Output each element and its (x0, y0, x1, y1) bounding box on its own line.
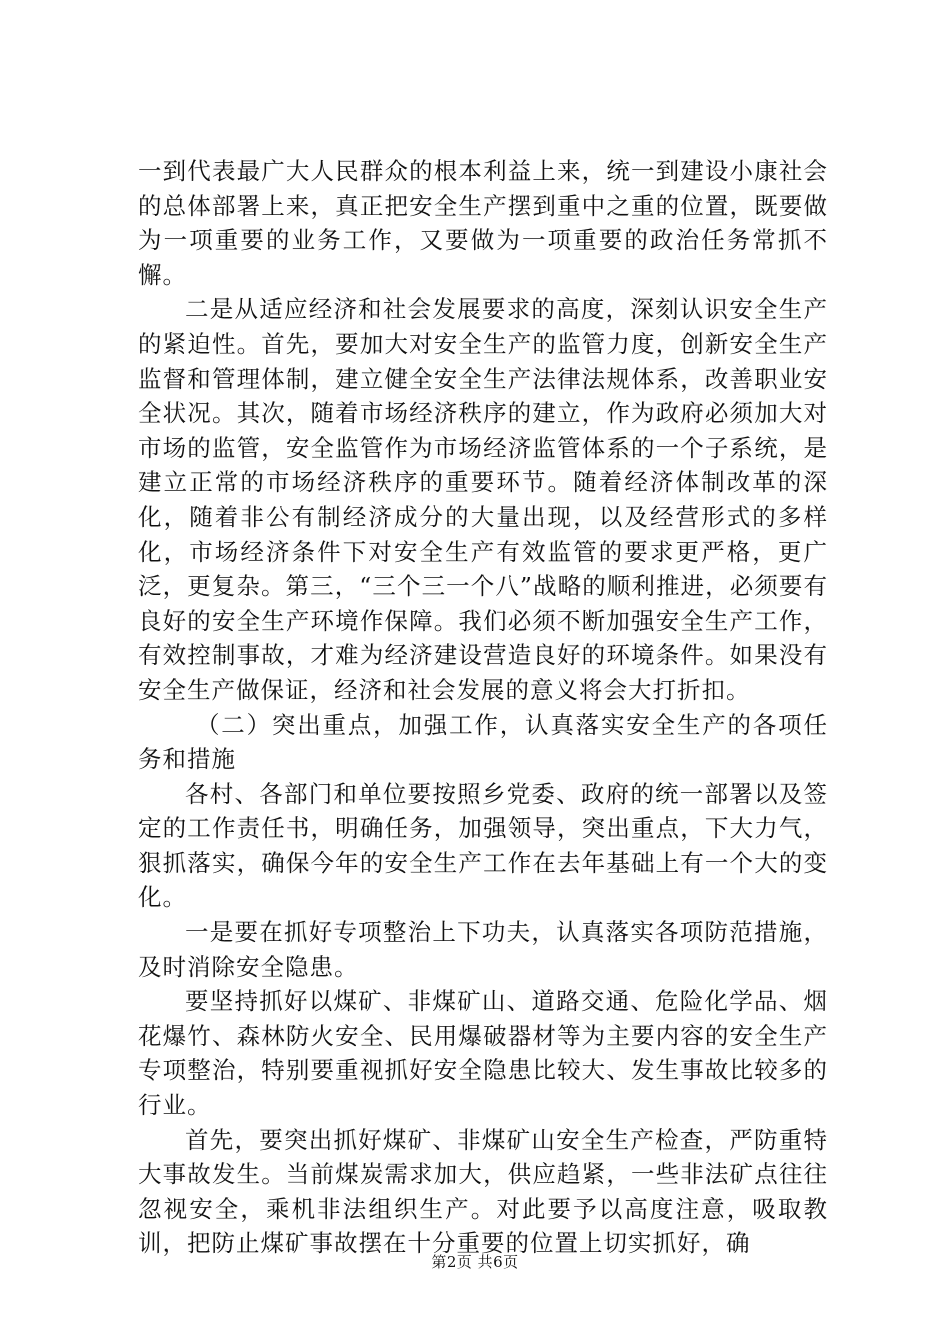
paragraph-special-rectification: 要坚持抓好以煤矿、非煤矿山、道路交通、危险化学品、烟花爆竹、森林防火安全、民用爆破器材等为主要内容的安全生产专项整治，特别要重视抓好安全隐患比较大、发生事故比较多的行业。 (138, 987, 828, 1120)
paragraph-point-one: 一是要在抓好专项整治上下功夫，认真落实各项防范措施，及时消除安全隐患。 (138, 918, 828, 981)
document-body (138, 154, 828, 1261)
section-heading: （二）突出重点，加强工作，认真落实安全生产的各项任务和措施 (138, 710, 828, 774)
paragraph-continuation: 一到代表最广大人民群众的根本利益上来，统一到建设小康社会的总体部署上来，真正把安全生产摆到重中之重的位置，既要做为一项重要的业务工作，又要做为一项重要的政治任务常抓不懈。 (138, 157, 828, 289)
paragraph-deployment: 各村、各部门和单位要按照乡党委、政府的统一部署以及签定的工作责任书，明确任务，加强领导，突出重点，下大力气，狠抓落实，确保今年的安全生产工作在去年基础上有一个大的变化。 (138, 779, 828, 912)
page-number-footer: 第2页 共6页 (431, 1253, 519, 1271)
paragraph-coal-mine: 首先，要突出抓好煤矿、非煤矿山安全生产检查，严防重特大事故发生。当前煤炭需求加大，供应趋紧，一些非法矿点往往忽视安全，乘机非法组织生产。对此要予以高度注意，吸取教训，把防止煤矿事故摆在十分重要的位置上切实抓好，确 (138, 1125, 828, 1258)
paragraph-point-two: 二是从适应经济和社会发展要求的高度，深刻认识安全生产的紧迫性。首先，要加大对安全生产的监管力度，创新安全生产监督和管理体制，建立健全安全生产法律法规体系，改善职业安全状况。其次，随着市场经济秩序的建立，作为政府必须加大对市场的监管，安全监管作为市场经济监管体系的一个子系统，是建立正常的市场经济秩序的重要环节。随着经济体制改革的深化，随着非公有制经济成分的大量出现，以及经营形式的多样化，市场经济条件下对安全生产有效监管的要求更严格，更广泛，更复杂。第三，“三个三一个八”战略的顺利推进，必须要有良好的安全生产环境作保障。我们必须不断加强安全生产工作，有效控制事故，才难为经济建设营造良好的环境条件。如果没有安全生产做保证，经济和社会发展的意义将会大打折扣。 (138, 295, 828, 704)
